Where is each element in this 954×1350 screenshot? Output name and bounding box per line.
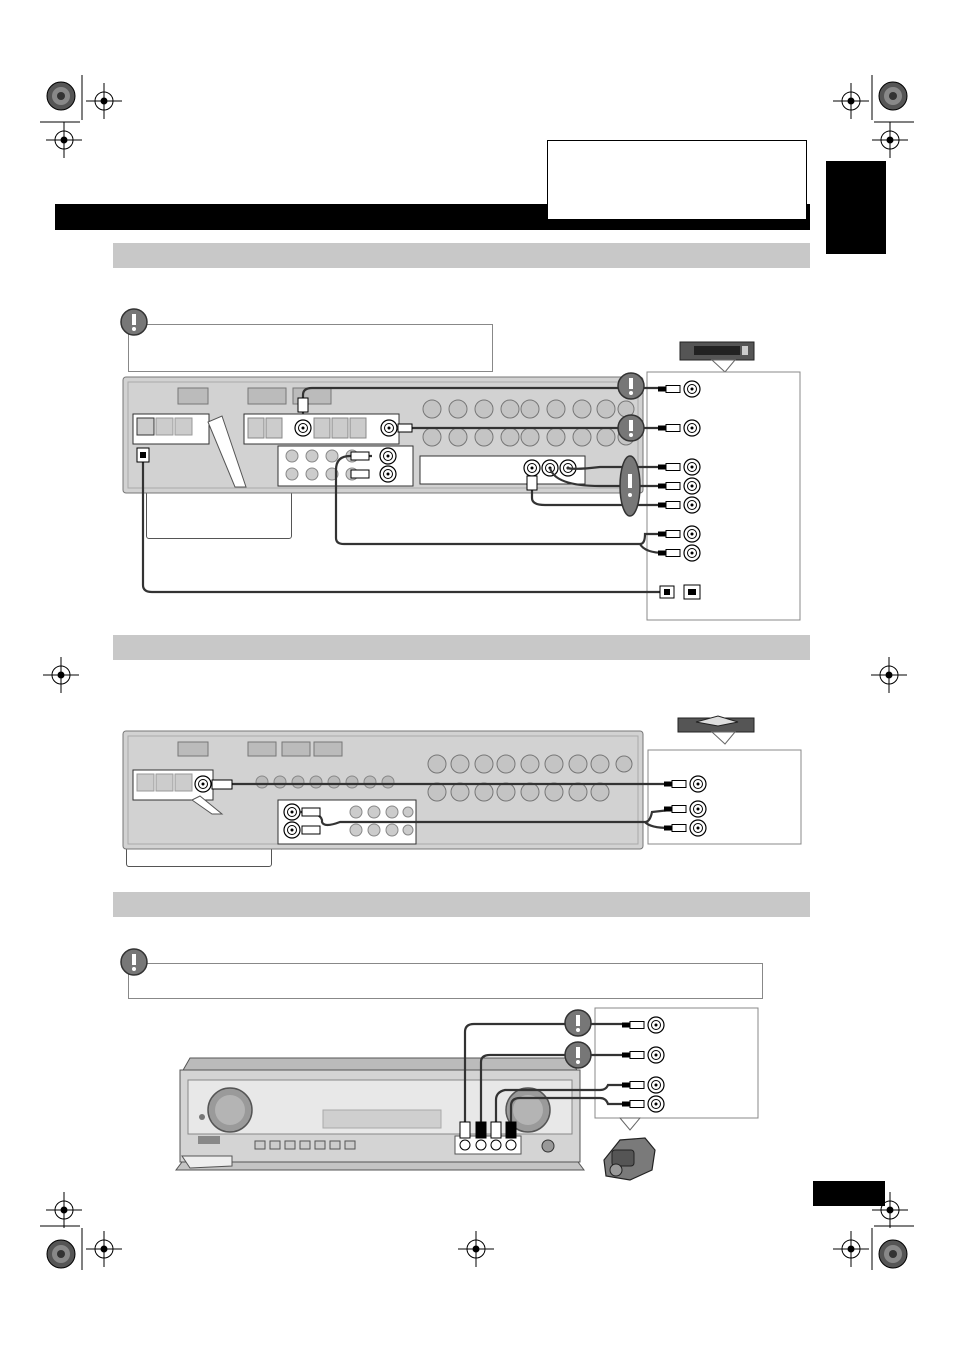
registration-mark-icon (872, 122, 908, 158)
rca-jack-icon (648, 1077, 664, 1093)
color-rosette-icon (47, 1240, 75, 1268)
video-plug-icon (476, 1122, 486, 1138)
caution-icon (618, 415, 644, 441)
video-plug-icon (622, 1052, 644, 1059)
rca-jack-icon (648, 1047, 664, 1063)
rca-jack-icon (684, 526, 700, 542)
receiver-rear-panel-2 (123, 731, 643, 849)
rca-jack-icon (684, 459, 700, 475)
optical-plug-icon (660, 586, 674, 598)
rca-jack-icon (195, 776, 211, 792)
rca-jack-icon (684, 420, 700, 436)
audio-plug-icon (506, 1122, 516, 1138)
audio-plug-icon (664, 825, 686, 832)
audio-plug-icon (658, 550, 680, 557)
rca-jack-icon (284, 822, 300, 838)
audio-plug-icon (302, 826, 320, 834)
component-plug-icon (658, 502, 680, 509)
rca-jack-icon (684, 478, 700, 494)
registration-mark-icon (43, 657, 79, 693)
rca-jack-icon (690, 776, 706, 792)
s-video-plug-icon (460, 1122, 470, 1138)
registration-mark-icon (458, 1231, 494, 1267)
video-plug-icon (658, 425, 680, 432)
caution-icon (565, 1010, 591, 1036)
audio-plug-icon (658, 531, 680, 538)
component-plug-icon (527, 476, 537, 490)
rca-jack-icon (381, 420, 397, 436)
audio-plug-icon (664, 806, 686, 813)
s-video-plug-icon (298, 398, 308, 412)
rca-jack-icon (524, 460, 540, 476)
color-rosette-icon (879, 82, 907, 110)
audio-plug-icon (622, 1101, 644, 1108)
coaxial-plug-icon (664, 781, 686, 788)
color-rosette-icon (879, 1240, 907, 1268)
rca-jack-icon (690, 801, 706, 817)
s-video-jack-icon (295, 420, 311, 436)
registration-mark-icon (86, 1231, 122, 1267)
vcr-device-icon (680, 342, 754, 372)
receiver-front-panel (176, 1058, 584, 1170)
registration-mark-icon (86, 83, 122, 119)
optical-plug-icon (137, 448, 149, 462)
camcorder-device-icon (604, 1118, 655, 1180)
component-plug-icon (658, 464, 680, 471)
video-plug-icon (398, 424, 412, 432)
registration-mark-icon (872, 1192, 908, 1228)
caution-icon (565, 1042, 591, 1068)
registration-mark-icon (871, 657, 907, 693)
rca-jack-icon (380, 466, 396, 482)
cd-player-device-icon (678, 716, 754, 744)
audio-plug-icon (351, 470, 369, 478)
caution-icon (121, 309, 147, 335)
audio-plug-icon (491, 1122, 501, 1138)
rca-jack-icon (690, 820, 706, 836)
s-video-jack-icon (648, 1017, 664, 1033)
coaxial-plug-icon (212, 780, 232, 789)
rca-jack-icon (380, 448, 396, 464)
component-plug-icon (658, 483, 680, 490)
caution-icon (620, 456, 640, 516)
registration-mark-icon (833, 1231, 869, 1267)
optical-jack-icon (684, 585, 700, 599)
rca-jack-icon (284, 804, 300, 820)
s-video-plug-icon (622, 1022, 644, 1029)
registration-mark-icon (46, 1192, 82, 1228)
s-video-plug-icon (658, 386, 680, 393)
vcr-jack-panel (647, 372, 800, 620)
s-video-jack-icon (684, 381, 700, 397)
registration-mark-icon (46, 122, 82, 158)
rca-jack-icon (684, 545, 700, 561)
audio-plug-icon (622, 1082, 644, 1089)
rca-jack-icon (684, 497, 700, 513)
caution-icon (618, 373, 644, 399)
registration-mark-icon (833, 83, 869, 119)
rca-jack-icon (648, 1096, 664, 1112)
audio-plug-icon (351, 452, 369, 460)
receiver-rear-panel-1 (123, 377, 643, 493)
audio-plug-icon (302, 808, 320, 816)
caution-icon (121, 949, 147, 975)
color-rosette-icon (47, 82, 75, 110)
